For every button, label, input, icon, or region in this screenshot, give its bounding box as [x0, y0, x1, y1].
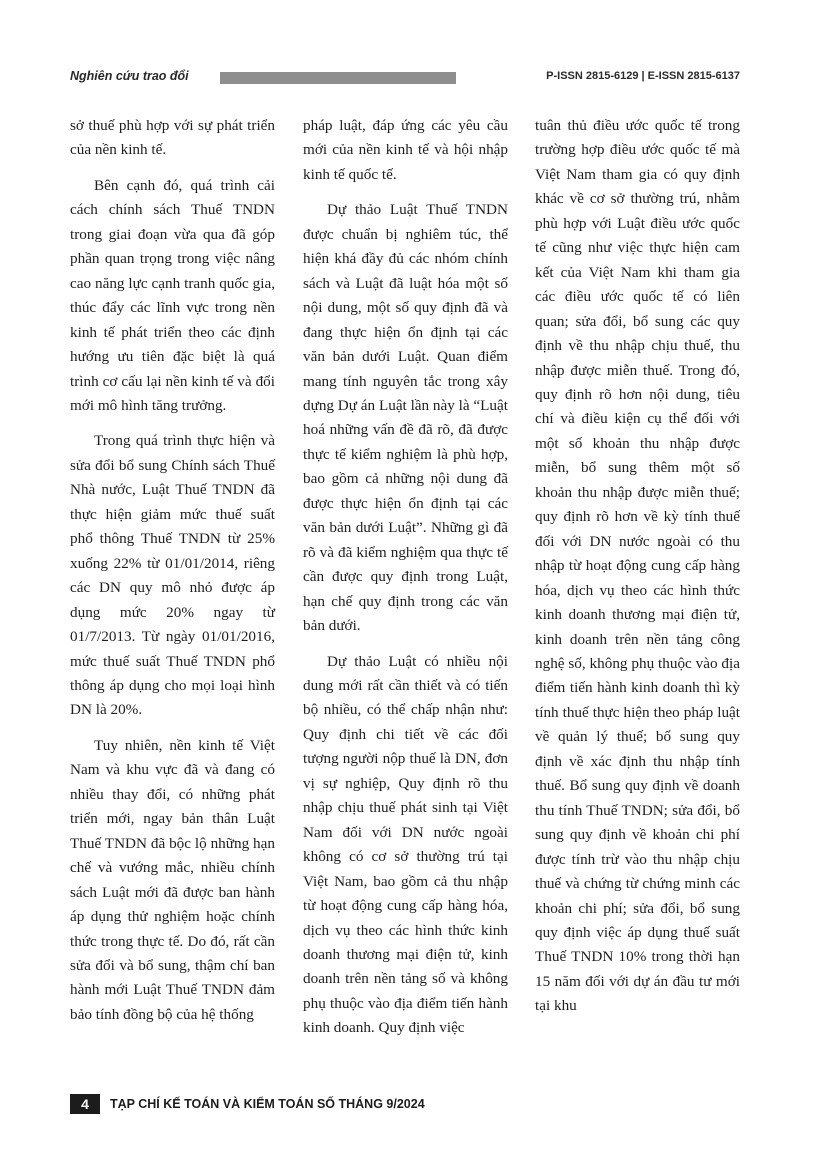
header-decorative-bar	[220, 72, 456, 84]
journal-title: TẠP CHÍ KẾ TOÁN VÀ KIỂM TOÁN SỐ THÁNG 9/2024	[110, 1097, 425, 1111]
paragraph: Dự thảo Luật có nhiều nội dung mới rất cần thiết và có tiến bộ nhiều, có thể chấp nhận như: Quy định chi tiết về các đối tượng người nộp thuế là DN, đơn vị sự nghiệp, Quy định rõ thu nhập chịu thuế phát sinh tại Việt Nam đối với DN nước ngoài không có cơ sở thường trú tại Việt Nam, bao gồm cả thu nhập từ hoạt động cung cấp hàng hóa, dịch vụ theo các hình thức kinh doanh thương mại điện tử, kinh doanh trên nền tảng số và không phụ thuộc vào địa điểm tiến hành kinh doanh. Quy định việc	[303, 652, 508, 1037]
paragraph: sở thuế phù hợp với sự phát triển của nền kinh tế.	[70, 117, 275, 159]
paragraph: Dự thảo Luật Thuế TNDN được chuẩn bị nghiêm túc, thể hiện khá đầy đủ các nhóm chính sách và Luật đã luật hóa một số nội dung, một số quy định đã và đang thực hiện ổn định tại các văn bản dưới Luật. Quan điểm mang tính nguyên tắc trong xây dựng Dự án Luật lần này là “Luật hoá những vấn đề đã rõ, đã được thực tế kiểm nghiệm là phù hợp, bao gồm cả những nội dung đã được thực hiện ổn định tại các văn bản dưới Luật”. Những gì đã rõ và đã kiểm nghiệm qua thực tế cần được quy định trong Luật, hạn chế quy định trong các văn bản dưới.	[303, 201, 508, 635]
text-column-1	[70, 114, 275, 1038]
paragraph: pháp luật, đáp ứng các yêu cầu mới của nền kinh tế và hội nhập kinh tế quốc tế.	[303, 117, 508, 183]
paragraph: Tuy nhiên, nền kinh tế Việt Nam và khu vực đã và đang có nhiều thay đổi, có những phát triển mới, ngay bản thân Luật Thuế TNDN đã bộc lộ những hạn chế và vướng mắc, nhiều chính sách Luật mới đã được ban hành áp dụng thử nghiệm hoặc chính thức trong thực tế. Do đó, rất cần sửa đổi và bổ sung, thậm chí ban hành mới Luật Thuế TNDN đảm bảo tính đồng bộ của hệ thống	[70, 736, 275, 1023]
page-footer	[70, 1094, 750, 1114]
section-title: Nghiên cứu trao đổi	[70, 69, 189, 83]
paragraph: Bên cạnh đó, quá trình cải cách chính sách Thuế TNDN trong giai đoạn vừa qua đã góp phần quan trọng trong việc nâng cao năng lực cạnh tranh quốc gia, thúc đẩy các lĩnh vực trong nền kinh tế phát triển theo các định hướng ưu tiên đặc biệt là quá trình cơ cấu lại nền kinh tế và đổi mới mô hình tăng trưởng.	[70, 176, 275, 414]
paragraph: Trong quá trình thực hiện và sửa đổi bổ sung Chính sách Thuế Nhà nước, Luật Thuế TNDN đã thực hiện giảm mức thuế suất phổ thông Thuế TNDN từ 25% xuống 22% từ 01/01/2014, riêng các DN quy mô nhỏ được áp dụng mức 20% ngay từ 01/7/2013. Từ ngày 01/01/2016, mức thuế suất Thuế TNDN phổ thông áp dụng cho mọi loại hình DN là 20%.	[70, 432, 275, 719]
text-column-2	[303, 114, 508, 1052]
issn-label: P-ISSN 2815-6129 | E-ISSN 2815-6137	[546, 70, 740, 82]
page-number: 4	[70, 1094, 100, 1114]
text-column-3	[535, 114, 740, 1030]
page-header	[70, 68, 740, 88]
paragraph: tuân thủ điều ước quốc tế trong trường hợp điều ước quốc tế mà Việt Nam tham gia có quy định khác về cơ sở thường trú, nhằm phù hợp với Luật điều ước quốc tế cũng như việc thực hiện cam kết của Việt Nam khi tham gia các điều ước quốc tế có liên quan; sửa đổi, bổ sung các quy định về thu nhập chịu thuế, thu nhập được miễn thuế. Trong đó, quy định rõ hơn nội dung, tiêu chí và điều kiện cụ thể đối với một số khoản thu nhập được miễn, bổ sung thêm một số khoản thu nhập được miễn thuế; quy định rõ hơn về kỳ tính thuế đối với DN nước ngoài có thu nhập từ hoạt động cung cấp hàng hóa, dịch vụ theo các hình thức kinh doanh thương mại điện tử, kinh doanh trên nền tảng công nghệ số, không phụ thuộc vào địa điểm tiến hành kinh doanh thì kỳ tính thuế thực hiện theo pháp luật về quản lý thuế; bổ sung quy định về xác định thu nhập tính thuế. Bổ sung quy định về doanh thu tính Thuế TNDN; sửa đổi, bổ sung quy định về khoản chi phí được tính trừ vào thu nhập chịu thuế và chứng từ chứng minh các khoản chi phí; sửa đổi, bổ sung quy định việc áp dụng thuế suất Thuế TNDN 10% trong thời hạn 15 năm đối với dự án đầu tư mới tại khu	[535, 117, 740, 1015]
